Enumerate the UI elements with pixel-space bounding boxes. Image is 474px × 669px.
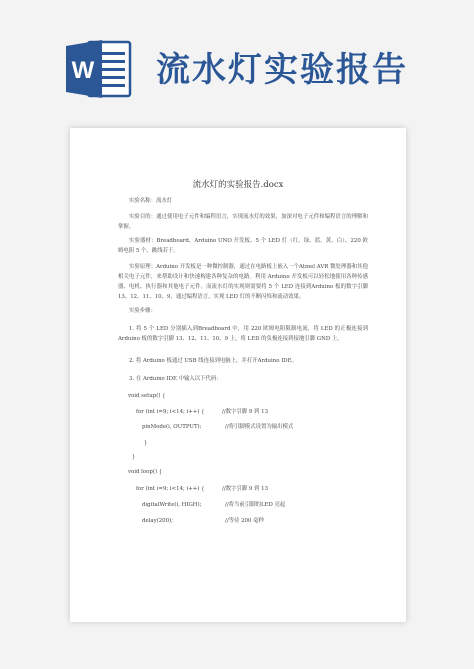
code-line: pinMode(i, OUTPUT); — [142, 424, 202, 430]
code-line: for (int i=9; i<14; i++) { — [136, 486, 205, 492]
code-line: for (int i=9; i<14; i++) { — [136, 409, 205, 415]
banner — [0, 0, 474, 120]
code-comment: //数字引脚 9 到 13 — [222, 409, 269, 415]
step-1: 1. 将 5 个 LED 分别插入到Breadboard 中，用 220 欧姆电阻限制电流，将 LED 的正极连接到 Arduino 板的数字引脚 13、12、11、10、9 上，将 LED 的负极连接到接地引脚 GND 上。 — [118, 326, 368, 342]
code-comment: //数字引脚 9 到 13 — [222, 486, 269, 492]
code-line: } — [144, 440, 148, 446]
experiment-purpose: 实验目的：通过使用电子元件和编程语言，实现流水灯的效果，加深对电子元件和编程语言的理解和掌握。 — [118, 214, 368, 230]
word-document-icon — [66, 38, 132, 100]
step-3: 3. 在 Arduino IDE 中输入以下代码： — [129, 376, 222, 382]
code-line: } — [132, 454, 136, 460]
code-comment: //将引脚模式设置为输出模式 — [225, 424, 294, 430]
code-line: delay(200); — [142, 518, 173, 524]
code-line: void loop() { — [128, 469, 163, 475]
code-line: digitalWrite(i, HIGH); — [142, 502, 202, 508]
experiment-name: 实验名称：流水灯 — [129, 198, 173, 204]
code-line: void setup() { — [128, 393, 166, 399]
experiment-equipment: 实验器材：Breadboard、Arduino UNO 开发板、5 个 LED 灯（红、绿、蓝、黄、白）、220 欧姆电阻 5 个、跳线若干。 — [118, 238, 368, 254]
code-comment: //将当前引脚的LED 亮起 — [225, 502, 286, 508]
code-comment: //等待 200 毫秒 — [225, 518, 264, 524]
svg-text:W: W — [71, 57, 95, 84]
banner-title: 流水灯实验报告 — [156, 50, 408, 90]
step-2: 2. 将 Arduino 板通过 USB 线连接到电脑上，并打开Arduino IDE。 — [129, 358, 297, 364]
document-page — [70, 128, 406, 622]
document-title: 流水灯的实验报告.docx — [192, 180, 284, 190]
experiment-principle: 实验原理：Arduino 开发板是一种微控制器，通过在电路板上嵌入一个Atmel AVR 微处理器和其他相关电子元件，来帮助设计和快速构建各种复杂的电路。利用 Arduino 开发板可以轻松地使用各种传感器、电机、执行器和其他电子元件。而流水灯的实现则需要将 5 个 LED 连接到Arduino 板的数字引脚 13、12、11、10、9，通过编程语言，实现 LED 灯的不断闪烁和流动效果。 — [118, 264, 368, 300]
experiment-steps-heading: 实验步骤： — [129, 308, 156, 314]
